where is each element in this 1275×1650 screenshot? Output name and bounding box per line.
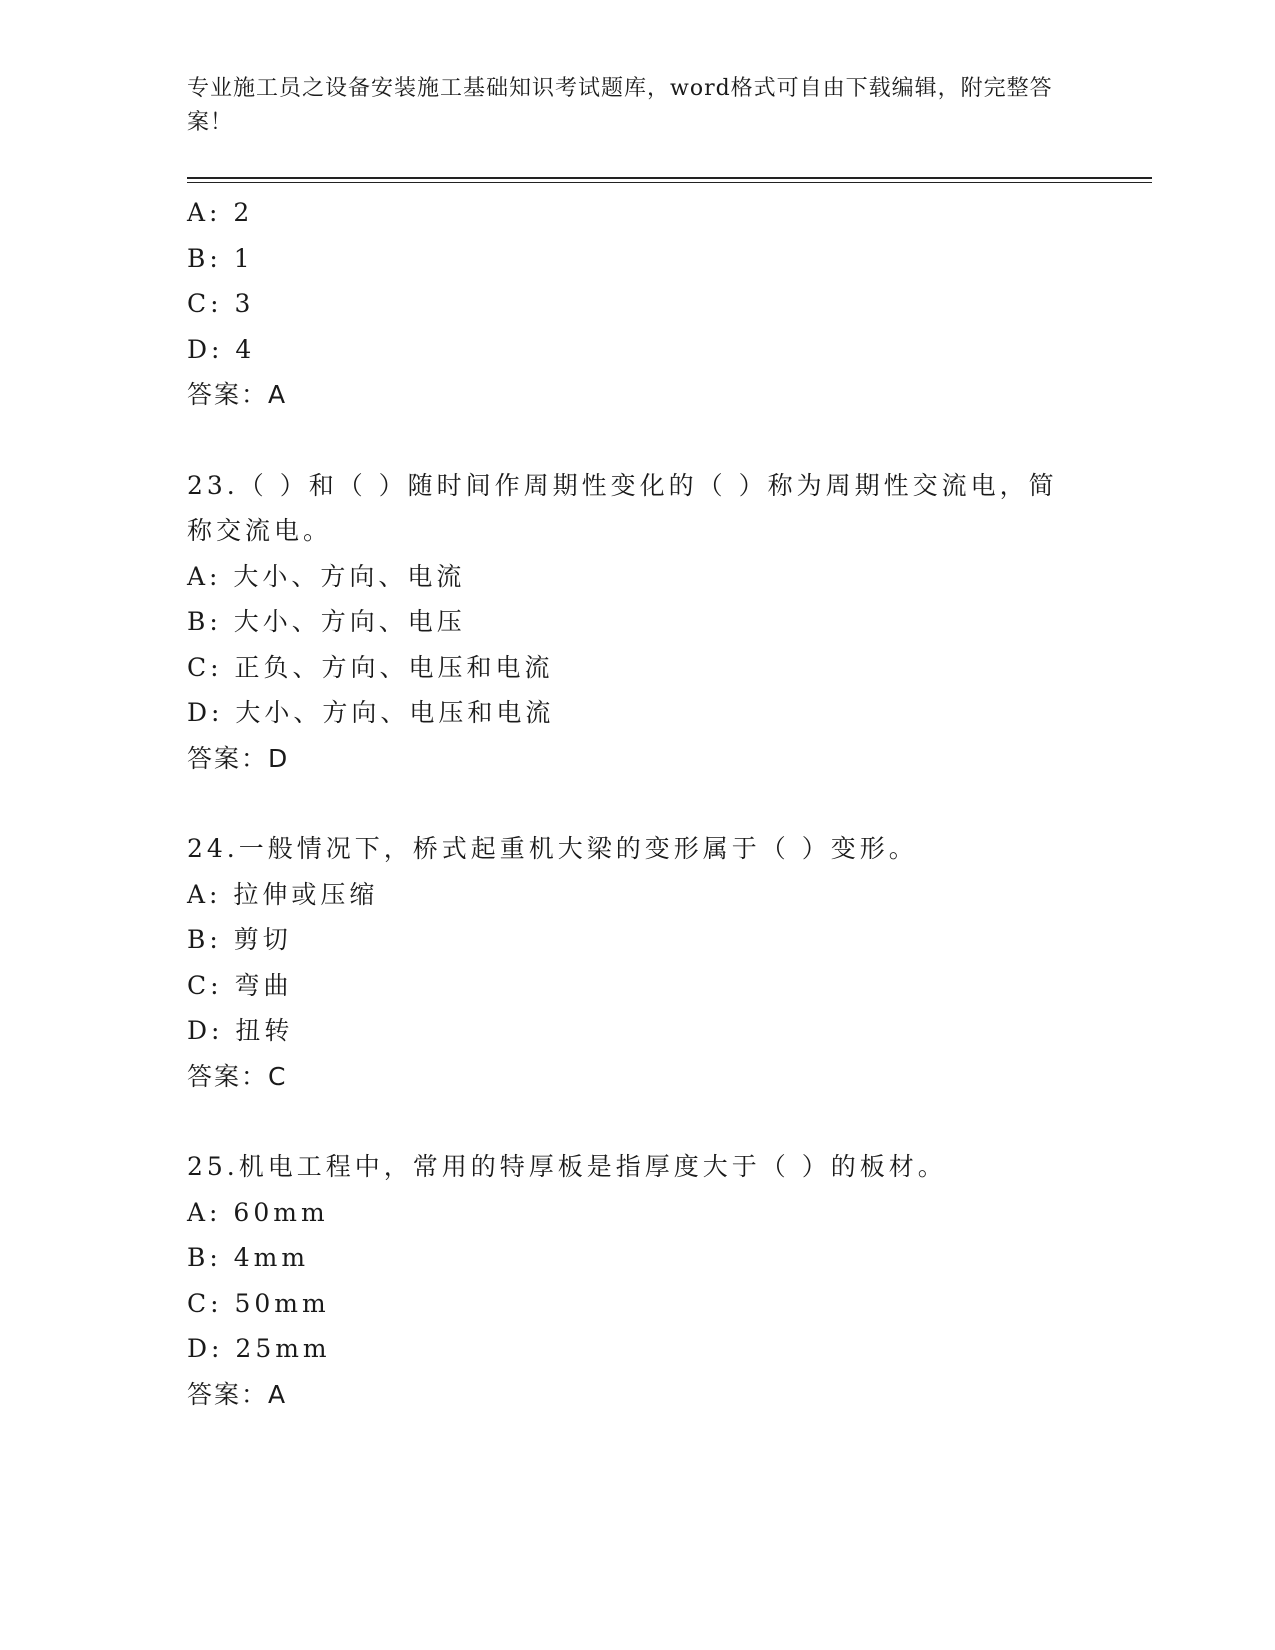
question-22-tail: [187, 190, 1067, 418]
option-a: A: 拉伸或压缩: [187, 879, 379, 909]
option-c: C: 3: [187, 289, 255, 318]
option-c: C: 弯曲: [187, 970, 293, 1000]
question-spacer: [187, 1099, 1067, 1144]
option-a: A: 2: [187, 198, 254, 227]
option-a: A: 大小、方向、电流: [187, 561, 466, 591]
question-stem: 24.一般情况下，桥式起重机大梁的变形属于（ ）变形。: [187, 834, 918, 863]
answer-line: 答案：A: [187, 380, 288, 409]
option-c: C: 正负、方向、电压和电流: [187, 652, 554, 682]
option-d: D: 4: [187, 334, 256, 364]
answer-line: 答案：C: [187, 1061, 288, 1091]
document-header: 专业施工员之设备安装施工基础知识考试题库，word格式可自由下载编辑，附完整答案！: [187, 76, 1053, 135]
option-d: D: 25mm: [187, 1334, 331, 1363]
header-rule-thick: [187, 177, 1152, 179]
question-list: [187, 190, 1067, 1417]
question-24: [187, 826, 1067, 1099]
answer-line: 答案：A: [187, 1379, 288, 1409]
option-c: C: 50mm: [187, 1288, 330, 1318]
answer-line: 答案：D: [187, 743, 290, 773]
option-a: A: 60mm: [187, 1197, 329, 1227]
option-b: B: 剪切: [187, 925, 292, 954]
question-stem: 25.机电工程中，常用的特厚板是指厚度大于（ ）的板材。: [187, 1152, 947, 1181]
question-spacer: [187, 781, 1067, 826]
question-25: [187, 1144, 1067, 1417]
header-rule-thin: [187, 182, 1152, 183]
option-d: D: 扭转: [187, 1016, 294, 1045]
option-d: D: 大小、方向、电压和电流: [187, 698, 555, 727]
question-23: [187, 463, 1067, 782]
question-stem: 23.（ ）和（ ）随时间作周期性变化的（ ）称为周期性交流电，简称交流电。: [187, 470, 1058, 545]
option-b: B: 大小、方向、电压: [187, 607, 466, 636]
question-spacer: [187, 418, 1067, 463]
option-b: B: 4mm: [187, 1243, 310, 1272]
option-b: B: 1: [187, 243, 254, 273]
